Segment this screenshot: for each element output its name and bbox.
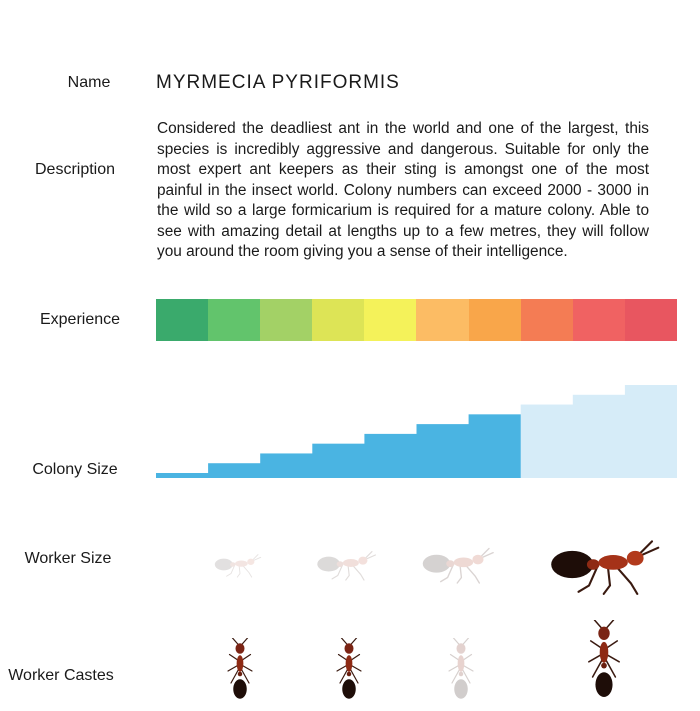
- worker-caste-option-3-icon: [446, 638, 476, 711]
- colony-step-7: [469, 414, 522, 478]
- name-label: Name: [67, 74, 111, 91]
- worker-size-option-2-icon: [315, 547, 383, 586]
- colony-step-5: [364, 434, 417, 478]
- worker-castes-label: Worker Castes: [8, 667, 114, 684]
- experience-segment-1: [156, 299, 208, 341]
- colony-step-6: [417, 424, 470, 478]
- worker-caste-option-4-icon: [585, 620, 623, 711]
- colony-size-scale: [156, 385, 677, 478]
- experience-segment-7: [469, 299, 521, 341]
- colony-step-10: [625, 385, 677, 478]
- worker-size-option-4-icon: [547, 533, 673, 601]
- colony-step-3: [260, 453, 313, 478]
- colony-step-1: [156, 473, 209, 478]
- experience-segment-5: [364, 299, 416, 341]
- species-description: Considered the deadliest ant in the world and one of the largest, this species is incredibly aggressive and dangerous. Suitable for only the most expert ant keepers as their sting is amongst one of the most painful in the insect world. Colony numbers can exceed 2000 - 3000 in the wild so a large formicarium is required for a mature colony. Able to see with amazing detail at lengths up to a few metres, they will follow you around the room giving you a sense of their intelligence.: [157, 120, 649, 260]
- worker-size-label: Worker Size: [24, 550, 112, 567]
- experience-segment-8: [521, 299, 573, 341]
- colony-size-label: Colony Size: [32, 461, 118, 478]
- worker-caste-option-1-icon: [225, 638, 255, 711]
- experience-label: Experience: [39, 311, 121, 328]
- description-label: Description: [34, 161, 116, 178]
- worker-size-option-1-icon: [213, 551, 267, 583]
- worker-caste-option-2-icon: [334, 638, 364, 711]
- experience-segment-2: [208, 299, 260, 341]
- species-name: MYRMECIA PYRIFORMIS: [156, 72, 400, 93]
- colony-step-8: [521, 405, 574, 478]
- experience-segment-3: [260, 299, 312, 341]
- experience-segment-4: [312, 299, 364, 341]
- experience-segment-10: [625, 299, 677, 341]
- worker-size-option-3-icon: [420, 543, 503, 589]
- colony-step-4: [312, 444, 365, 478]
- experience-segment-6: [416, 299, 468, 341]
- colony-step-2: [208, 463, 261, 478]
- experience-segment-9: [573, 299, 625, 341]
- colony-step-9: [573, 395, 626, 478]
- experience-scale: [156, 299, 677, 341]
